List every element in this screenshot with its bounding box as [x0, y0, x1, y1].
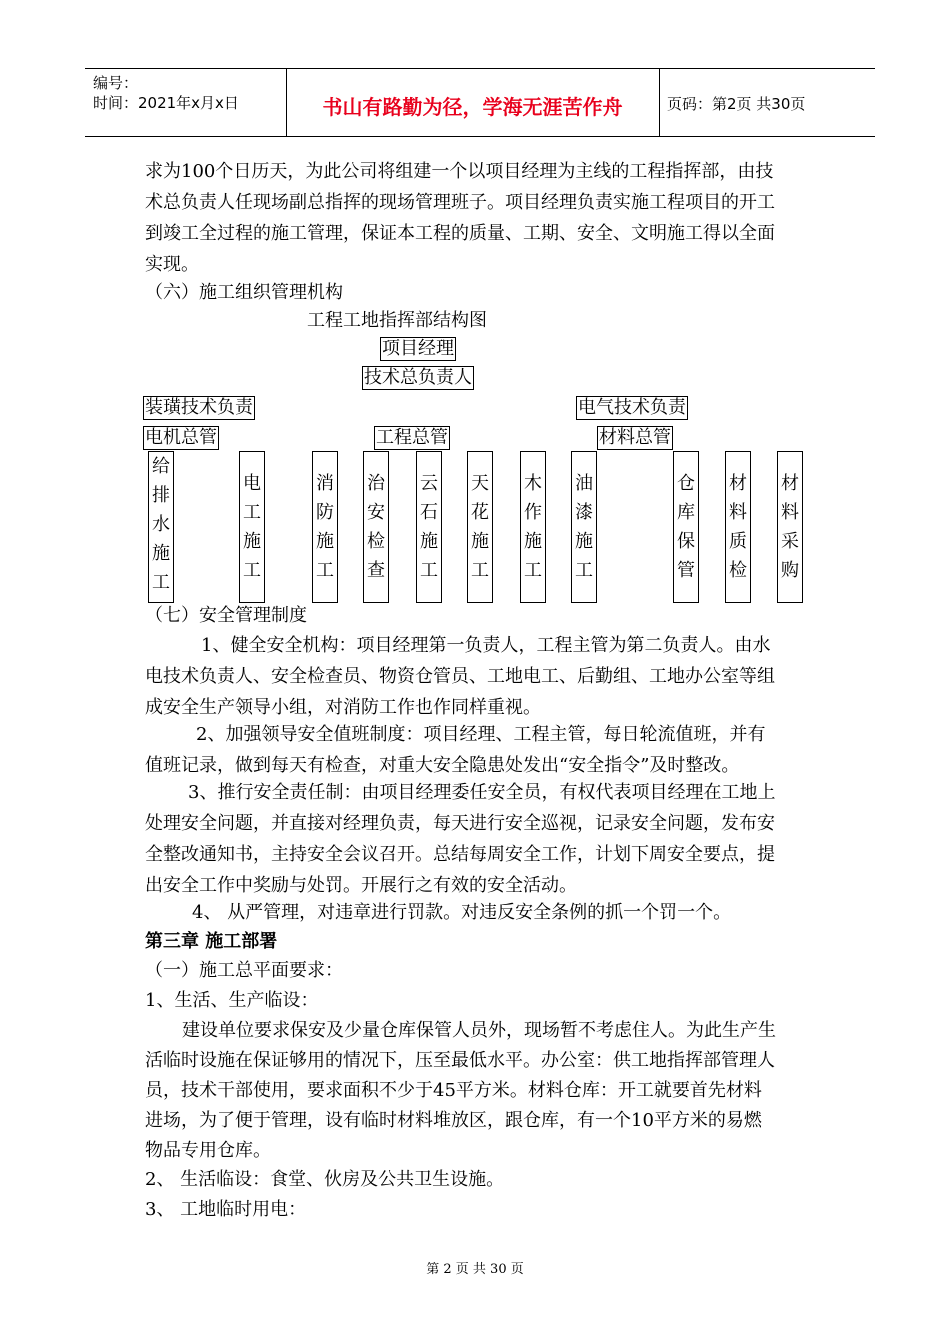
body-line: 求为100个日历天，为此公司将组建一个以项目经理为主线的工程指挥部，由技	[145, 161, 774, 182]
team-box	[673, 451, 699, 603]
team-box-char: 排	[152, 485, 170, 506]
body-line: 1、健全安全机构：项目经理第一负责人，工程主管为第二负责人。由水	[201, 635, 771, 656]
body-line: 到竣工全过程的施工管理，保证本工程的质量、工期、安全、文明施工得以全面	[145, 223, 775, 244]
body-line: 活临时设施在保证够用的情况下，压至最低水平。办公室：供工地指挥部管理人	[145, 1050, 775, 1071]
body-line: 实现。	[145, 254, 199, 275]
team-box-char: 治	[367, 473, 385, 494]
team-box-char: 石	[420, 502, 438, 523]
body-line: 建设单位要求保安及少量仓库保管人员外，现场暂不考虑住人。为此生产生	[182, 1020, 776, 1041]
team-box-char: 施	[575, 531, 593, 552]
team-box	[571, 451, 597, 603]
team-box-char: 给	[152, 456, 170, 477]
team-box-char: 花	[471, 502, 489, 523]
section-heading: （七）安全管理制度	[145, 605, 307, 626]
team-box-char: 工	[152, 572, 170, 593]
team-box	[520, 451, 546, 603]
header-meta	[93, 73, 239, 113]
page-info: 页码：第2页 共30页	[667, 95, 806, 113]
page-header	[85, 68, 875, 137]
team-box	[416, 451, 442, 603]
org-box-project-manager: 项目经理	[382, 338, 454, 359]
team-box-char: 消	[316, 473, 334, 494]
team-box-char: 管	[677, 560, 695, 581]
team-box-char: 料	[781, 502, 799, 523]
page-footer: 第 2 页 共 30 页	[426, 1262, 524, 1277]
team-box	[363, 451, 389, 603]
body-line: 员，技术干部使用，要求面积不少于45平方米。材料仓库：开工就要首先材料	[145, 1080, 762, 1101]
section-heading: （一）施工总平面要求：	[145, 960, 343, 981]
body-line: 处理安全问题，并直接对经理负责，每天进行安全巡视，记录安全问题，发布安	[145, 813, 775, 834]
team-box-char: 工	[575, 560, 593, 581]
body-line: 2、加强领导安全值班制度：项目经理、工程主管，每日轮流值班，并有	[196, 724, 766, 745]
team-box-char: 工	[243, 502, 261, 523]
team-box-char: 施	[420, 531, 438, 552]
body-line: 术总负责人任现场副总指挥的现场管理班子。项目经理负责实施工程项目的开工	[145, 192, 775, 213]
team-box	[148, 451, 174, 603]
team-box-char: 工	[316, 560, 334, 581]
team-box-char: 检	[367, 531, 385, 552]
team-box-char: 材	[781, 473, 799, 494]
team-box	[777, 451, 803, 603]
team-box-char: 库	[677, 502, 695, 523]
team-box	[467, 451, 493, 603]
team-box-char: 施	[524, 531, 542, 552]
team-box-char: 采	[781, 531, 799, 552]
team-box-char: 工	[420, 560, 438, 581]
org-box-electrical-tech: 电气技术负责	[578, 397, 686, 418]
time-label: 时间：2021年x月x日	[93, 94, 239, 112]
header-divider	[659, 69, 660, 136]
org-box-engineering-manager: 工程总管	[376, 427, 448, 448]
body-line: 电技术负责人、安全检查员、物资仓管员、工地电工、后勤组、工地办公室等组	[145, 666, 775, 687]
team-box-char: 云	[420, 473, 438, 494]
body-line: 1、生活、生产临设：	[145, 990, 319, 1011]
org-chart-title: 工程工地指挥部结构图	[307, 310, 487, 331]
team-box-char: 检	[729, 560, 747, 581]
body-line: 进场，为了便于管理，设有临时材料堆放区，跟仓库，有一个10平方米的易燃	[145, 1110, 762, 1131]
team-box	[725, 451, 751, 603]
body-line: 全整改通知书，主持安全会议召开。总结每周安全工作，计划下周安全要点，提	[145, 844, 775, 865]
body-line: 3、推行安全责任制：由项目经理委任安全员，有权代表项目经理在工地上	[188, 782, 776, 803]
team-box-char: 购	[781, 560, 799, 581]
org-box-decoration-tech: 装璜技术负责	[145, 397, 253, 418]
body-line: 物品专用仓库。	[145, 1140, 271, 1161]
body-line: 值班记录，做到每天有检查，对重大安全隐患处发出“安全指令”及时整改。	[145, 755, 740, 776]
team-box-char: 仓	[677, 473, 695, 494]
team-box-char: 施	[152, 543, 170, 564]
team-box-char: 防	[316, 502, 334, 523]
team-box-char: 施	[243, 531, 261, 552]
org-box-materials-manager: 材料总管	[599, 427, 671, 448]
team-box-char: 作	[524, 502, 542, 523]
team-box-char: 工	[243, 560, 261, 581]
team-box-char: 材	[729, 473, 747, 494]
team-box-char: 保	[677, 531, 695, 552]
team-box-char: 漆	[575, 502, 593, 523]
body-line: 2、 生活临设：食堂、伙房及公共卫生设施。	[145, 1169, 505, 1190]
team-box-char: 质	[729, 531, 747, 552]
body-line: 成安全生产领导小组，对消防工作也作同样重视。	[145, 697, 541, 718]
team-box	[239, 451, 265, 603]
chapter-title: 第三章 施工部署	[145, 931, 278, 952]
team-box-char: 水	[152, 514, 170, 535]
team-box-char: 施	[471, 531, 489, 552]
team-box-char: 木	[524, 473, 542, 494]
org-box-chief-technician: 技术总负责人	[364, 367, 472, 388]
team-box-char: 查	[367, 560, 385, 581]
section-heading: （六）施工组织管理机构	[145, 282, 343, 303]
team-box-char: 料	[729, 502, 747, 523]
team-box-char: 油	[575, 473, 593, 494]
team-box-char: 电	[243, 473, 261, 494]
org-box-mechanical-manager: 电机总管	[145, 427, 217, 448]
team-box-char: 工	[524, 560, 542, 581]
team-box-char: 工	[471, 560, 489, 581]
team-box-char: 天	[471, 473, 489, 494]
number-label: 编号：	[93, 74, 139, 92]
body-line: 3、 工地临时用电：	[145, 1199, 307, 1220]
team-box-char: 施	[316, 531, 334, 552]
body-line: 出安全工作中奖励与处罚。开展行之有效的安全活动。	[145, 875, 577, 896]
body-line: 4、 从严管理，对违章进行罚款。对违反安全条例的抓一个罚一个。	[192, 902, 732, 923]
team-box	[312, 451, 338, 603]
team-box-char: 安	[367, 502, 385, 523]
header-motto: 书山有路勤为径，学海无涯苦作舟	[322, 95, 623, 119]
